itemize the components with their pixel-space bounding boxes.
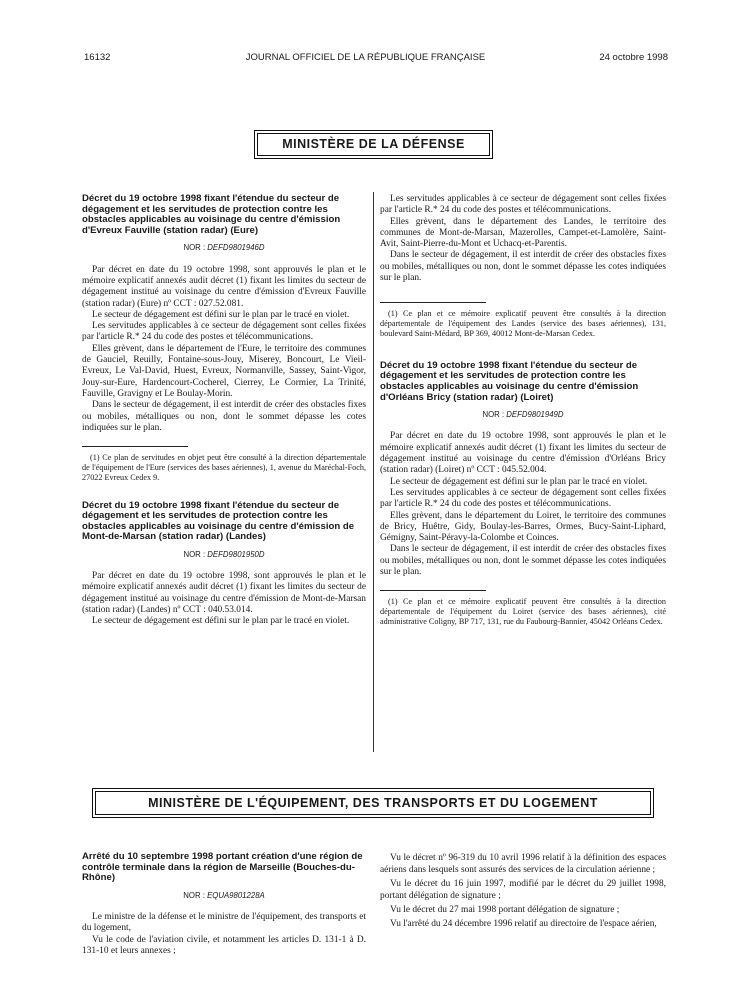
nor-label: NOR : [482,410,507,420]
nor-code: DEFD9801946D [207,243,265,253]
footnote-rule [380,302,486,303]
footnote: (1) Ce plan et ce mémoire explicatif peuvent être consultés à la direction départementale de l'équipement du Loiret (service des bases aériennes), cité administrative Coligny, BP 717, 131, rue du Faubourg-Bannier, 45042 Orléans Cedex. [380,597,666,626]
paragraph: Les servitudes applicables à ce secteur de dégagement sont celles fixées par l'article R.* 24 du code des postes et télécommunications. [82,321,366,343]
paragraph: Les servitudes applicables à ce secteur de dégagement sont celles fixées par l'article R.* 24 du code des postes et télécommunications. [380,487,666,510]
paragraph: Vu le décret du 16 juin 1997, modifié par le décret du 29 juillet 1998, portant délégation de signature ; [380,879,666,901]
nor-reference [82,242,366,253]
left-column [82,194,366,628]
arrete-left [82,852,366,957]
decree-mont-de-marsan [82,501,366,628]
decree-title: Décret du 19 octobre 1998 fixant l'étendue du secteur de dégagement et les servitudes de protection contre les obstacles applicables au voisinage du centre d'émission de Mont-de-Marsan (station radar) (Landes) [82,499,355,543]
paragraph: Vu l'arrêté du 24 décembre 1996 relatif au directoire de l'espace aérien, [390,919,657,929]
ministry-equipement-title: MINISTÈRE DE L'ÉQUIPEMENT, DES TRANSPORTS ET DU LOGEMENT [95,791,651,815]
paragraph: Elles grèvent, dans le département de l'Eure, le territoire des communes de Gauciel, Reuilly, Fontaine-sous-Jouy, Miserey, Boncourt, Le Vieil-Evreux, Le Val-David, Huest, Evreux, Normanville, Sassey, Saint-Vigor, Jouy-sur-Eure, Hardencourt-Cocherel, Cierrey, Le Cormier, La Trinité, Fauville, Gravigny et Le Boulay-Morin. [82,343,366,399]
decree-title: Décret du 19 octobre 1998 fixant l'étendue du secteur de dégagement et les servitudes de protection contre les obstacles applicables au voisinage du centre d'émission d'Evreux Fauville (station radar) (Eure) [82,193,341,236]
paragraph: Dans le secteur de dégagement, il est interdit de créer des obstacles fixes ou mobiles, métalliques ou non, dont le sommet dépasse les cotes indiquées sur le plan. [380,250,666,284]
column-divider [373,192,374,752]
arrete-right [380,852,666,930]
footnote-rule [380,590,486,591]
footnote-rule [82,446,188,447]
paragraph: Le secteur de dégagement est défini sur le plan par le tracé en violet. [92,616,350,627]
paragraph: Dans le secteur de dégagement, il est interdit de créer des obstacles fixes ou mobiles, métalliques ou non, dont le sommet dépasse les cotes indiquées sur le plan. [82,400,366,433]
paragraph: Vu le code de l'aviation civile, et notamment les articles D. 131-1 à D. 131-10 et leurs annexes ; [82,934,366,956]
paragraph: Par décret en date du 19 octobre 1998, sont approuvés le plan et le mémoire explicatif annexés audit décret (1) fixant les limites du secteur de dégagement institué au voisinage du centre d'émission d'Orléans Bricy (station radar) (Loiret) nº CCT : 045.52.004. [380,431,666,476]
paragraph: Le secteur de dégagement est défini sur le plan par le tracé en violet. [92,309,350,320]
right-column [380,194,666,627]
nor-reference [82,890,366,901]
nor-label: NOR : [183,549,208,559]
arrete-title: Arrêté du 10 septembre 1998 portant création d'une région de contrôle terminale dans la région de Marseille (Bouches-du-Rhône) [82,851,363,884]
ministry-defense-title: MINISTÈRE DE LA DÉFENSE [257,133,490,156]
nor-label: NOR : [183,890,208,900]
paragraph: Le secteur de dégagement est défini sur le plan par le tracé en violet. [390,476,648,487]
paragraph: Elles grèvent, dans le département du Loiret, le territoire des communes de Bricy, Huêtre, Gidy, Boulay-les-Barres, Ormes, Bucy-Saint-Liphard, Gémigny, Saint-Péravy-la-Colombe et Coinces. [380,510,666,544]
paragraph: Vu le décret nº 96-319 du 10 avril 1996 relatif à la définition des espaces aériens dans lesquels sont assurés des services de la circulation aérienne ; [380,853,666,875]
paragraph: Par décret en date du 19 octobre 1998, sont approuvés le plan et le mémoire explicatif annexés audit décret (1) fixant les limites du secteur de dégagement institué au voisinage du centre d'émission de Mont-de-Marsan (station radar) (Landes) nº CCT : 040.53.014. [82,571,366,616]
paragraph: Par décret en date du 19 octobre 1998, sont approuvés le plan et le mémoire explicatif annexés audit décret (1) fixant les limites du secteur de dégagement institué au voisinage du centre d'émission d'Evreux Fauville (station radar) (Eure) nº CCT : 027.52.081. [82,264,366,309]
nor-label: NOR : [183,243,208,253]
decree-evreux [82,194,366,483]
paragraph: Le ministre de la défense et le ministre de l'équipement, des transports et du logement, [82,912,366,934]
paragraph: Les servitudes applicables à ce secteur de dégagement sont celles fixées par l'article R.* 24 du code des postes et télécommunications. [380,194,666,216]
nor-code: DEFD9801949D [506,410,564,420]
paragraph: Vu le décret du 27 mai 1998 portant délégation de signature ; [390,905,620,915]
footnote: (1) Ce plan de servitudes en objet peut être consulté à la direction départementale de l'équipement de l'Eure (services des bases aériennes), 1, avenue du Maréchal-Foch, 27022 Evreux Cedex 9. [82,453,366,482]
decree-orleans [380,361,666,627]
paragraph: Dans le secteur de dégagement, il est interdit de créer des obstacles fixes ou mobiles, métalliques ou non, dont le sommet dépasse les cotes indiquées sur le plan. [380,544,666,577]
decree-title: Décret du 19 octobre 1998 fixant l'étendue du secteur de dégagement et les servitudes de protection contre les obstacles applicables au voisinage du centre d'émission d'Orléans Bricy (station radar) (Loiret) [380,359,639,403]
decree-mont-de-marsan-continued [380,194,666,339]
ministry-equipement-banner [92,788,654,818]
nor-code: DEFD9801950D [207,549,265,559]
nor-reference [380,409,666,420]
ministry-defense-banner [254,130,493,159]
footnote: (1) Ce plan et ce mémoire explicatif peuvent être consultés à la direction départementale de l'équipement des Landes (service des bases aériennes), 131, boulevard Saint-Médard, BP 369, 40012 Mont-de-Marsan Cedex. [380,309,666,338]
paragraph: Elles grèvent, dans le département des Landes, le territoire des communes de Mont-de-Marsan, Mazerolles, Campet-et-Lamolère, Saint-Avit, Saint-Pierre-du-Mont et Uchacq-et-Parentis. [380,216,666,250]
nor-code: EQUA9801228A [207,890,265,900]
nor-reference [82,549,366,560]
page-number: 16132 [84,52,111,63]
issue-date: 24 octobre 1998 [599,52,668,63]
journal-title: JOURNAL OFFICIEL DE LA RÉPUBLIQUE FRANÇAISE [245,52,486,63]
